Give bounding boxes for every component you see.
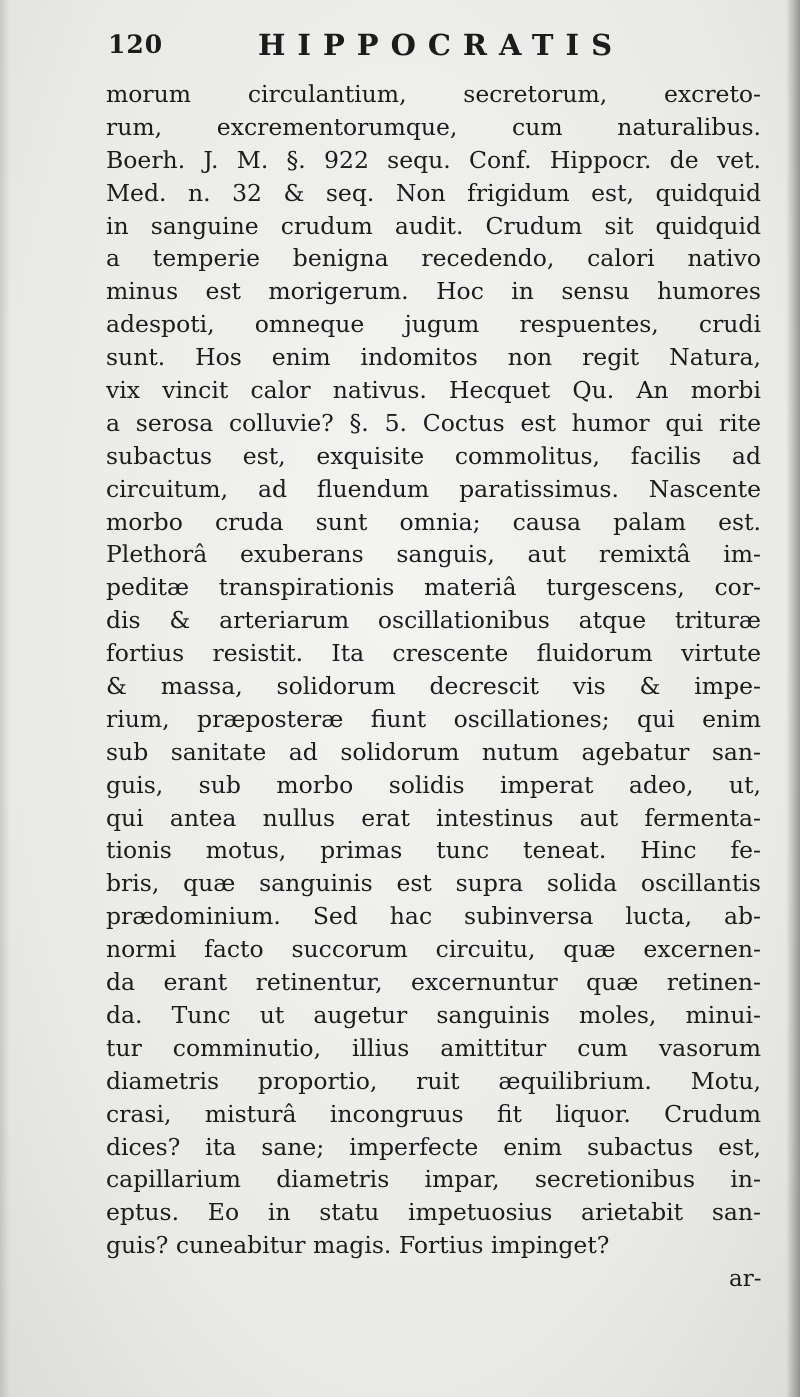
page-edge-shadow-left — [0, 0, 10, 1397]
text-line: bris, quæ sanguinis est supra solida oscillantis — [106, 869, 761, 898]
page-header — [108, 30, 708, 66]
text-line: guis, sub morbo solidis imperat adeo, ut, — [106, 770, 761, 799]
text-line: Plethorâ exuberans sanguis, aut remixtâ im- — [106, 540, 761, 569]
text-line: a temperie benigna recedendo, calori nativo — [106, 244, 761, 273]
text-line: dices? ita sane; imperfecte enim subactus est, — [106, 1132, 761, 1161]
text-line: rium, præposteræ fiunt oscillationes; qui enim — [106, 704, 761, 733]
text-line: tur comminutio, illius amittitur cum vasorum — [106, 1033, 761, 1062]
text-line: peditæ transpirationis materiâ turgescens, cor- — [106, 573, 761, 602]
text-line: morum circulantium, secretorum, excreto- — [106, 80, 761, 108]
body-text — [106, 78, 761, 1262]
text-line: a serosa colluvie? §. 5. Coctus est humor qui rite — [106, 408, 761, 437]
text-line: sub sanitate ad solidorum nutum agebatur san- — [106, 737, 761, 766]
page-edge-shadow-right — [786, 0, 800, 1397]
catchword: ar- — [729, 1266, 762, 1292]
text-line: capillarium diametris impar, secretionibus in- — [106, 1165, 761, 1194]
text-line: diametris proportio, ruit æquilibrium. Motu, — [106, 1066, 761, 1095]
text-line: minus est morigerum. Hoc in sensu humores — [106, 277, 761, 306]
text-line: Med. n. 32 & seq. Non frigidum est, quidquid — [106, 178, 761, 207]
text-line: Boerh. J. M. §. 922 sequ. Conf. Hippocr. de vet. — [106, 145, 761, 174]
page-number: 120 — [108, 30, 164, 59]
text-line: crasi, misturâ incongruus fit liquor. Crudum — [106, 1099, 761, 1128]
text-line: morbo cruda sunt omnia; causa palam est. — [106, 507, 761, 536]
running-title: HIPPOCRATIS — [258, 28, 625, 62]
text-line: sunt. Hos enim indomitos non regit Natura, — [106, 343, 761, 372]
text-line: dis & arteriarum oscillationibus atque trituræ — [106, 606, 761, 635]
text-line: & massa, solidorum decrescit vis & impe- — [106, 672, 761, 701]
text-line: fortius resistit. Ita crescente fluidorum virtute — [106, 639, 761, 668]
text-line: adespoti, omneque jugum respuentes, crudi — [106, 310, 761, 339]
text-line: eptus. Eo in statu impetuosius arietabit san- — [106, 1198, 761, 1227]
text-line: normi facto succorum circuitu, quæ excernen- — [106, 935, 761, 964]
text-line: vix vincit calor nativus. Hecquet Qu. An morbi — [106, 376, 761, 405]
text-line: da erant retinentur, excernuntur quæ retinen- — [106, 968, 761, 997]
text-line: qui antea nullus erat intestinus aut fermenta- — [106, 803, 761, 832]
text-line: circuitum, ad fluendum paratissimus. Nascente — [106, 474, 761, 503]
text-line: da. Tunc ut augetur sanguinis moles, minui- — [106, 1000, 761, 1029]
text-line: guis? cuneabitur magis. Fortius impinget? — [106, 1231, 610, 1260]
text-line: rum, excrementorumque, cum naturalibus. — [106, 112, 761, 141]
text-line: subactus est, exquisite commolitus, facilis ad — [106, 441, 761, 470]
text-line: in sanguine crudum audit. Crudum sit quidquid — [106, 211, 761, 240]
text-line: tionis motus, primas tunc teneat. Hinc fe- — [106, 836, 761, 865]
text-line: prædominium. Sed hac subinversa lucta, ab- — [106, 902, 761, 931]
